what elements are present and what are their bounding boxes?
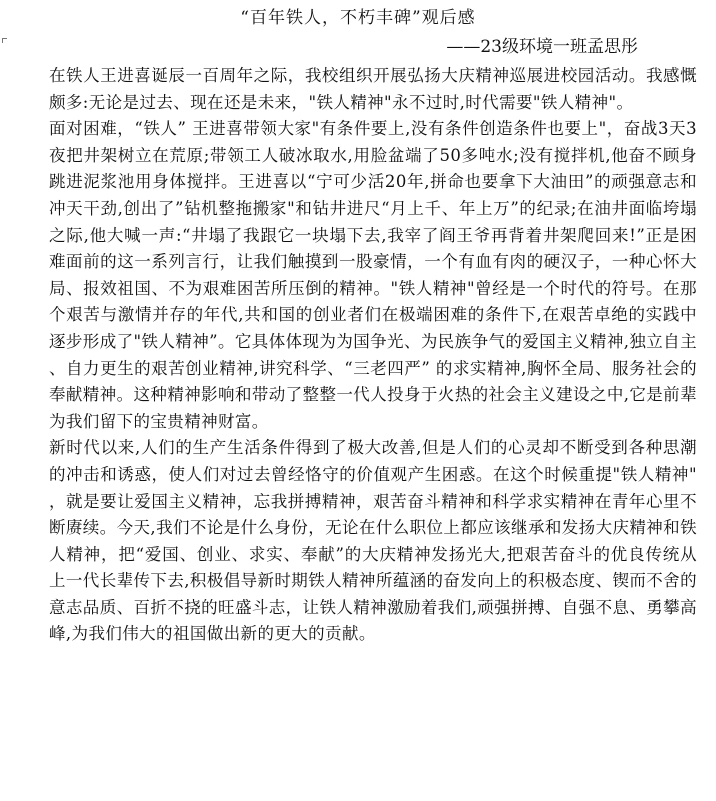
author-byline: ——23级环境一班孟思彤 xyxy=(446,37,638,57)
body-paragraph: 新时代以来,人们的生产生活条件得到了极大改善,但是人们的心灵却不断受到各种思潮的冲击和诱惑，使人们对过去曾经恪守的价值观产生困惑。在这个时候重提"铁人精神"，就是要让爱国主义精神，忘我拼搏精神，艰苦奋斗精神和科学求实精神在青年心里不断赓续。今天,我们不论是什么身份，无论在什么职位上都应该继承和发扬大庆精神和铁人精神，把“爱国、创业、求实、奉献”的大庆精神发扬光大,把艰苦奋斗的优良传统从上一代长辈传下去,积极倡导新时期铁人精神所蕴涵的奋发向上的积极态度、锲而不舍的意志品质、百折不挠的旺盛斗志，让铁人精神激励着我们,顽强拼搏、自强不息、勇攀高峰,为我们伟大的祖国做出新的更大的贡献。 xyxy=(49,438,697,644)
margin-corner-mark xyxy=(2,38,7,43)
document-body xyxy=(49,63,697,648)
body-paragraph: 在铁人王进喜诞辰一百周年之际，我校组织开展弘扬大庆精神巡展进校园活动。我感慨颇多:无论是过去、现在还是未来，"铁人精神"永不过时,时代需要"铁人精神"。 xyxy=(49,66,697,112)
body-paragraph: 面对困难，“铁人” 王进喜带领大家"有条件要上,没有条件创造条件也要上"，奋战3天3夜把井架树立在荒原;带领工人破冰取水,用脸盆端了50多吨水;没有搅拌机,他奋不顾身跳进泥浆池用身体搅拌。王进喜以“宁可少活20年,拼命也要拿下大油田”的顽强意志和冲天干劲,创出了”钻机整拖搬家"和钻井进尺“月上千、年上万”的纪录;在油井面临垮塌之际,他大喊一声:“井塌了我跟它一块塌下去,我宰了阎王爷再背着井架爬回来!”正是困难面前的这一系列言行，让我们触摸到一股豪情，一个有血有肉的硬汉子，一种心怀大局、报效祖国、不为艰难困苦所压倒的精神。"铁人精神"曾经是一个时代的符号。在那个艰苦与激情并存的年代,共和国的创业者们在极端困难的条件下,在艰苦卓绝的实践中逐步形成了"铁人精神”。它具体体现为为国争光、为民族争气的爱国主义精神,独立自主、自力更生的艰苦创业精神,讲究科学、“三老四严” 的求实精神,胸怀全局、服务社会的奉献精神。这种精神影响和带动了整整一代人投身于火热的社会主义建设之中,它是前辈为我们留下的宝贵精神财富。 xyxy=(49,119,697,431)
document-title: “百年铁人，不朽丰碑”观后感 xyxy=(240,8,476,28)
